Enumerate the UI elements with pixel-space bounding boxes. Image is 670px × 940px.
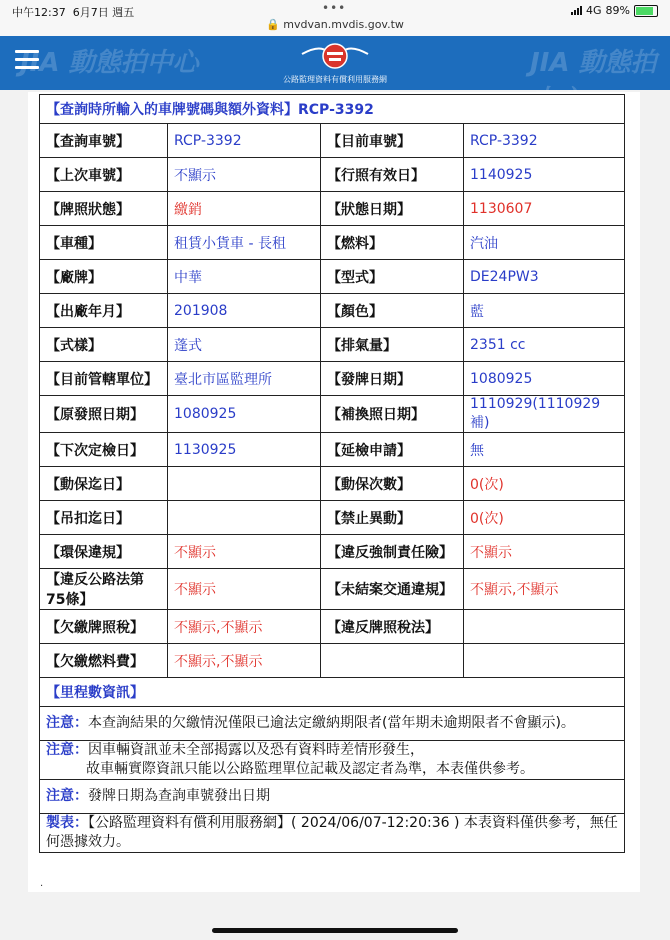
status-indicators — [571, 4, 658, 17]
info-row — [40, 294, 625, 328]
field-value: 臺北市區監理所 — [168, 362, 321, 396]
info-row — [40, 644, 625, 678]
field-value: 0(次) — [464, 501, 625, 535]
field-label: 【原發照日期】 — [40, 396, 168, 433]
network-type: 4G — [586, 4, 602, 17]
mileage-header-row — [40, 678, 625, 707]
field-value: 租賃小貨車 - 長租 — [168, 226, 321, 260]
field-value: 1140925 — [464, 158, 625, 192]
field-value: 1110929(1110929補) — [464, 396, 625, 433]
field-label: 【未結案交通違規】 — [321, 569, 464, 610]
field-label: 【式樣】 — [40, 328, 168, 362]
watermark: JIA 動態拍 — [530, 48, 657, 78]
info-row — [40, 433, 625, 467]
query-plate: RCP-3392 — [298, 102, 374, 118]
field-value: 2351 cc — [464, 328, 625, 362]
info-row — [40, 467, 625, 501]
info-row — [40, 124, 625, 158]
field-label: 【吊扣迄日】 — [40, 501, 168, 535]
field-value — [168, 501, 321, 535]
note-row — [40, 814, 625, 853]
field-value: 不顯示 — [464, 535, 625, 569]
note-label: 注意： — [46, 742, 88, 758]
signal-icon — [571, 6, 582, 15]
field-label: 【車種】 — [40, 226, 168, 260]
mileage-header: 【里程數資訊】 — [40, 678, 625, 707]
field-value — [464, 610, 625, 644]
field-label: 【下次定檢日】 — [40, 433, 168, 467]
field-label: 【牌照狀態】 — [40, 192, 168, 226]
result-card — [28, 92, 640, 892]
status-time: 中午12:37 6月7日 週五 — [12, 6, 135, 19]
info-row — [40, 569, 625, 610]
field-value: 1080925 — [168, 396, 321, 433]
field-label: 【環保違規】 — [40, 535, 168, 569]
field-label: 【廠牌】 — [40, 260, 168, 294]
field-value — [464, 644, 625, 678]
note-label: 注意： — [46, 715, 88, 731]
field-label: 【行照有效日】 — [321, 158, 464, 192]
note-label: 製表： — [46, 815, 88, 831]
info-row — [40, 260, 625, 294]
info-row — [40, 226, 625, 260]
lock-icon: 🔒 — [266, 18, 280, 31]
field-label: 【違反公路法第75條】 — [40, 569, 168, 610]
info-row — [40, 610, 625, 644]
site-logo[interactable] — [270, 40, 400, 88]
field-label: 【型式】 — [321, 260, 464, 294]
field-value: DE24PW3 — [464, 260, 625, 294]
field-label: 【違反牌照稅法】 — [321, 610, 464, 644]
field-label: 【動保次數】 — [321, 467, 464, 501]
field-value: 不顯示 — [168, 158, 321, 192]
field-value: 1130607 — [464, 192, 625, 226]
field-label: 【燃料】 — [321, 226, 464, 260]
field-value: 無 — [464, 433, 625, 467]
field-value: 繳銷 — [168, 192, 321, 226]
field-value: 蓬式 — [168, 328, 321, 362]
field-value: RCP-3392 — [168, 124, 321, 158]
field-value: RCP-3392 — [464, 124, 625, 158]
field-label: 【發牌日期】 — [321, 362, 464, 396]
info-row — [40, 535, 625, 569]
field-label: 【目前管轄單位】 — [40, 362, 168, 396]
field-label: 【目前車號】 — [321, 124, 464, 158]
battery-percent: 89% — [605, 4, 630, 17]
field-value — [168, 467, 321, 501]
field-label: 【排氣量】 — [321, 328, 464, 362]
field-value: 汽油 — [464, 226, 625, 260]
service-name: 公路監理資料有償利用服務網 — [283, 75, 387, 84]
field-label: 【補換照日期】 — [321, 396, 464, 433]
field-label: 【欠繳燃料費】 — [40, 644, 168, 678]
field-value: 0(次) — [464, 467, 625, 501]
note-text: 因車輛資訊並未全部揭露以及恐有資料時差情形發生， — [88, 742, 424, 758]
field-value: 藍 — [464, 294, 625, 328]
info-row — [40, 396, 625, 433]
note-label: 注意： — [46, 788, 88, 804]
field-value: 201908 — [168, 294, 321, 328]
field-label: 【延檢申請】 — [321, 433, 464, 467]
field-value: 不顯示,不顯示 — [168, 610, 321, 644]
field-value: 不顯示 — [168, 569, 321, 610]
info-row — [40, 192, 625, 226]
field-label: 【顏色】 — [321, 294, 464, 328]
field-label — [321, 644, 464, 678]
info-row — [40, 362, 625, 396]
field-value: 中華 — [168, 260, 321, 294]
site-header — [0, 36, 670, 90]
field-label: 【出廠年月】 — [40, 294, 168, 328]
more-dots-icon[interactable]: ••• — [322, 1, 347, 15]
url-text: mvdvan.mvdis.gov.tw — [283, 18, 404, 31]
field-value: 1130925 — [168, 433, 321, 467]
field-label: 【上次車號】 — [40, 158, 168, 192]
note-row — [40, 707, 625, 741]
note-text: 本查詢結果的欠繳情況僅限已逾法定繳納期限者(當年期未逾期限者不會顯示)。 — [88, 715, 575, 731]
note-row — [40, 780, 625, 814]
field-label: 【狀態日期】 — [321, 192, 464, 226]
info-row — [40, 328, 625, 362]
battery-icon — [634, 5, 658, 17]
query-header-label: 【查詢時所輸入的車牌號碼與額外資料】 — [46, 102, 298, 118]
field-value: 不顯示,不顯示 — [464, 569, 625, 610]
field-label: 【欠繳牌照稅】 — [40, 610, 168, 644]
note-row — [40, 741, 625, 780]
emblem-icon — [300, 40, 370, 72]
field-label: 【動保迄日】 — [40, 467, 168, 501]
field-label: 【禁止異動】 — [321, 501, 464, 535]
home-indicator[interactable] — [212, 928, 458, 933]
watermark: JIA 動態拍中心 — [20, 48, 199, 78]
note-text: 【公路監理資料有償利用服務網】( 2024/06/07-12:20:36 ) 本表資料僅供參考，無任何憑據效力。 — [46, 815, 618, 850]
field-value: 1080925 — [464, 362, 625, 396]
status-bar — [0, 0, 670, 36]
field-label: 【查詢車號】 — [40, 124, 168, 158]
field-label: 【違反強制責任險】 — [321, 535, 464, 569]
field-value: 不顯示,不顯示 — [168, 644, 321, 678]
field-value: 不顯示 — [168, 535, 321, 569]
query-header-row — [40, 95, 625, 124]
footer-mark: . — [40, 878, 44, 889]
note-text: 故車輛實際資訊只能以公路監理單位記載及認定者為準，本表僅供參考。 — [86, 761, 534, 777]
vehicle-info-table — [39, 94, 625, 853]
address-bar[interactable] — [0, 18, 670, 31]
info-row — [40, 501, 625, 535]
info-row — [40, 158, 625, 192]
note-text: 發牌日期為查詢車號發出日期 — [88, 788, 270, 804]
